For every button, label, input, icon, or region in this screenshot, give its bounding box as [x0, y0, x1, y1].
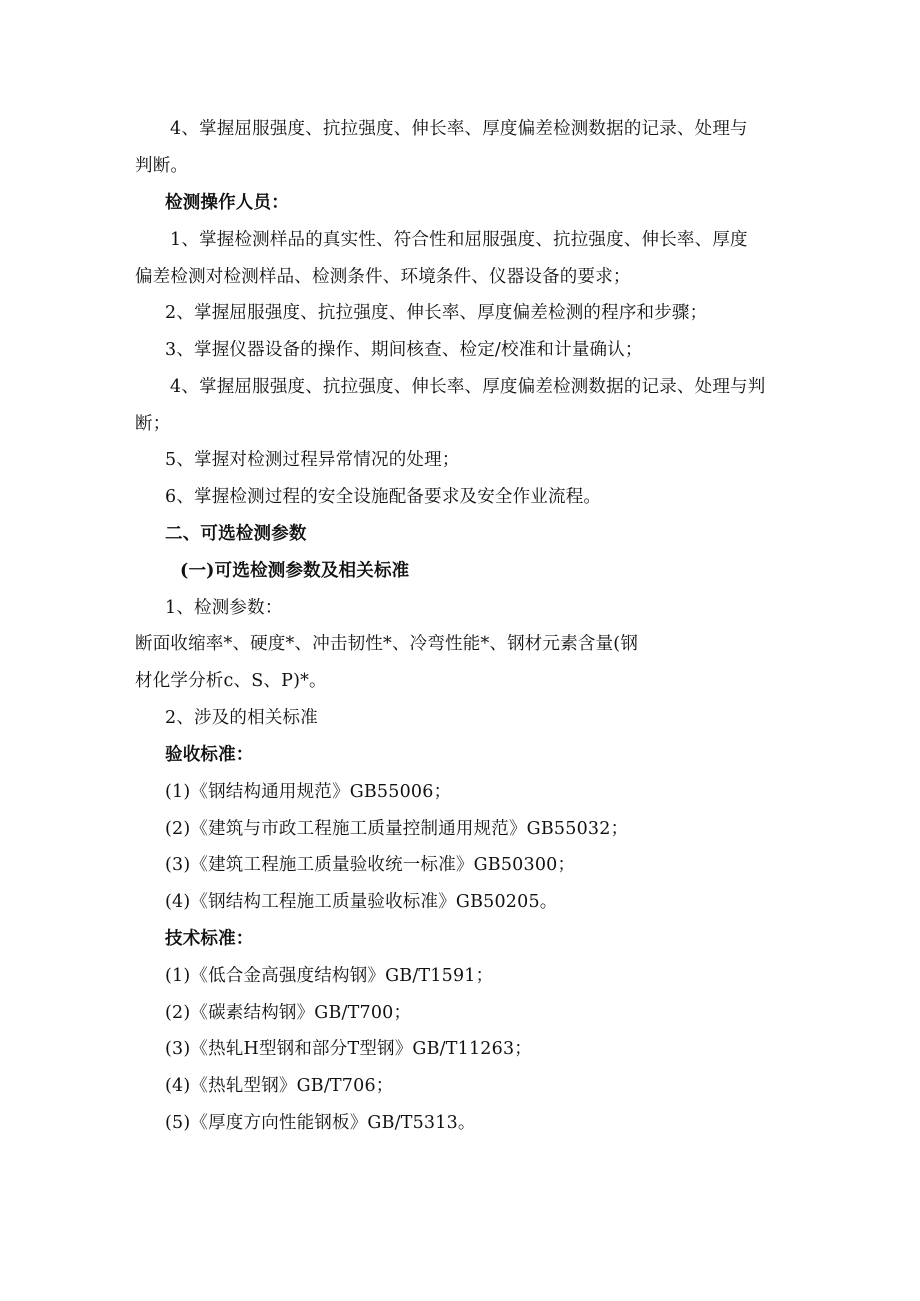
paragraph-line: 偏差检测对检测样品、检测条件、环境条件、仪器设备的要求； [135, 267, 631, 287]
list-item: (4)《热轧型钢》GB/T706； [165, 1076, 394, 1096]
section-heading: 验收标准： [165, 745, 254, 765]
paragraph-line: 1、检测参数： [165, 598, 283, 618]
list-item: (2)《建筑与市政工程施工质量控制通用规范》GB55032； [165, 819, 629, 839]
paragraph-line: 4、掌握屈服强度、抗拉强度、伸长率、厚度偏差检测数据的记录、处理与 [170, 119, 748, 139]
paragraph-line: 材化学分析c、S、P)*。 [135, 671, 327, 691]
paragraph-line: 6、掌握检测过程的安全设施配备要求及安全作业流程。 [165, 487, 602, 507]
section-heading: 检测操作人员： [165, 193, 289, 213]
paragraph-line: 2、掌握屈服强度、抗拉强度、伸长率、厚度偏差检测的程序和步骤； [165, 303, 708, 323]
section-heading: 技术标准： [165, 929, 254, 949]
list-item: (5)《厚度方向性能钢板》GB/T5313。 [165, 1113, 476, 1133]
paragraph-line: 5、掌握对检测过程异常情况的处理； [165, 450, 460, 470]
paragraph-line: 4、掌握屈服强度、抗拉强度、伸长率、厚度偏差检测数据的记录、处理与判 [170, 377, 766, 397]
list-item: (1)《钢结构通用规范》GB55006； [165, 782, 452, 802]
paragraph-line: 断面收缩率*、硬度*、冲击韧性*、冷弯性能*、钢材元素含量(钢 [135, 634, 639, 654]
section-heading: 二、可选检测参数 [165, 524, 307, 544]
paragraph-line: 3、掌握仪器设备的操作、期间核查、检定/校准和计量确认； [165, 340, 643, 360]
list-item: (1)《低合金高强度结构钢》GB/T1591； [165, 966, 494, 986]
list-item: (3)《热轧H型钢和部分T型钢》GB/T11263； [165, 1039, 532, 1059]
paragraph-line: 1、掌握检测样品的真实性、符合性和屈服强度、抗拉强度、伸长率、厚度 [170, 230, 748, 250]
subsection-heading: (一)可选检测参数及相关标准 [180, 561, 410, 581]
list-item: (4)《钢结构工程施工质量验收标准》GB50205。 [165, 892, 558, 912]
list-item: (3)《建筑工程施工质量验收统一标准》GB50300； [165, 855, 576, 875]
paragraph-line: 2、涉及的相关标准 [165, 708, 318, 728]
paragraph-line: 断； [135, 414, 171, 434]
paragraph-line: 判断。 [135, 156, 189, 176]
list-item: (2)《碳素结构钢》GB/T700； [165, 1003, 412, 1023]
